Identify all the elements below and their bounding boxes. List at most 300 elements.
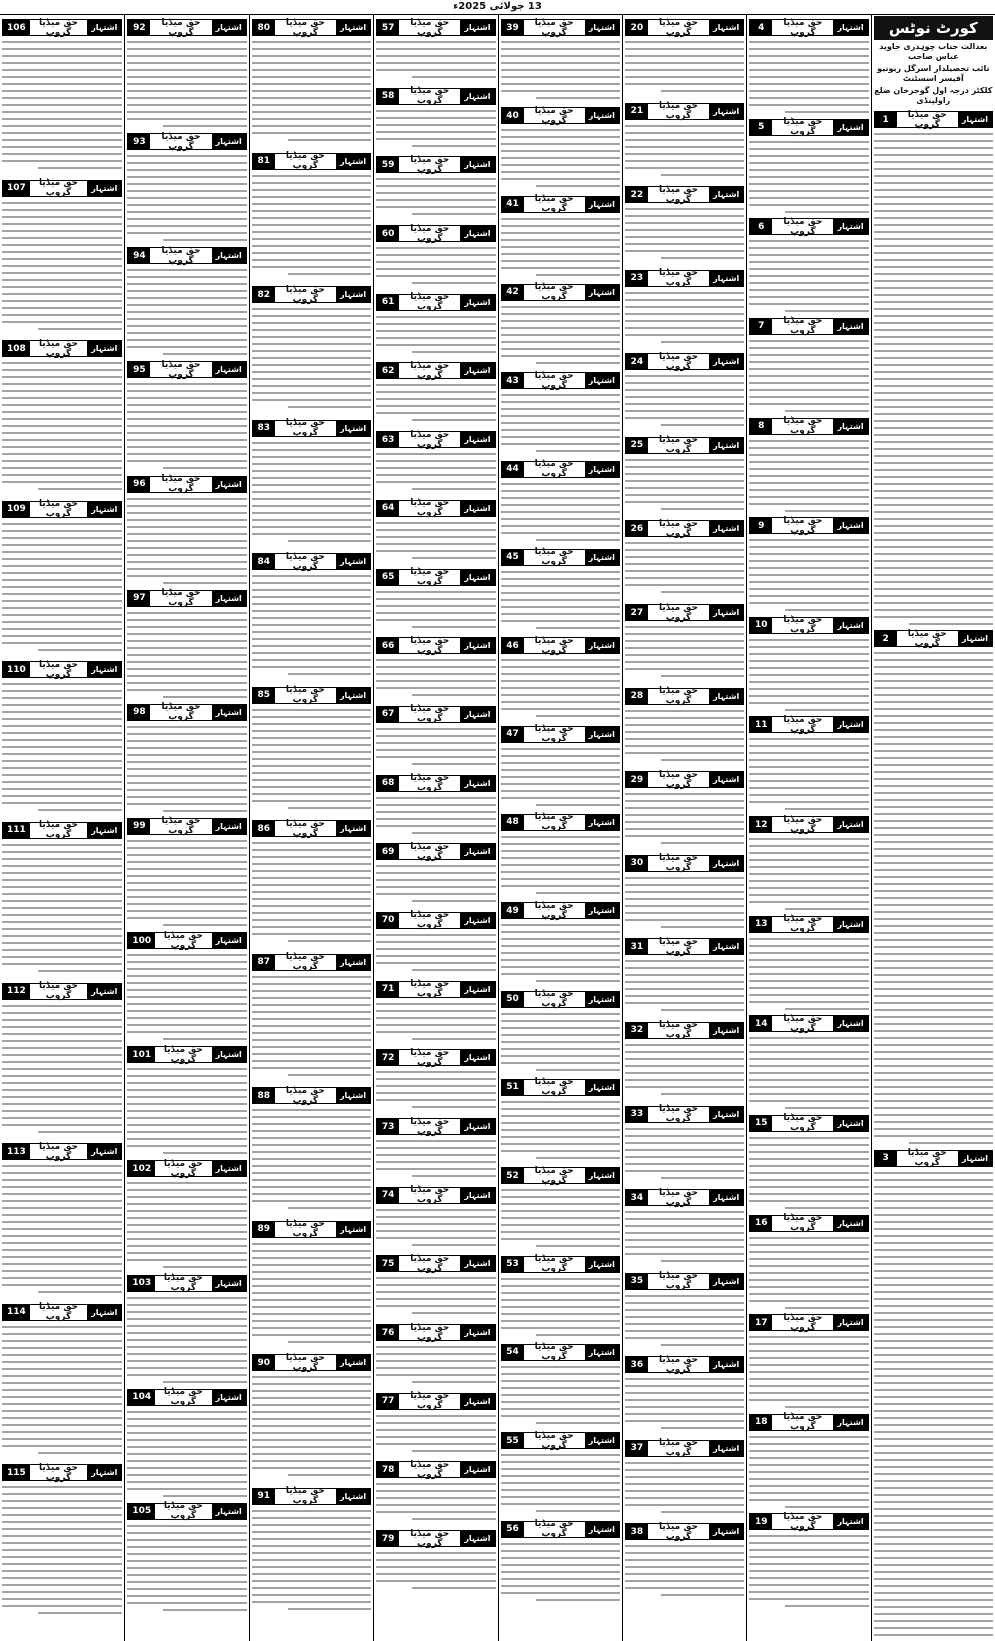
text-line: [874, 799, 993, 801]
text-line: [625, 835, 744, 837]
text-line: [127, 803, 246, 805]
text-line: [874, 175, 993, 177]
text-line: [376, 110, 495, 112]
notice-label: اشتہار: [212, 1390, 246, 1405]
notice-body-text: [625, 41, 744, 92]
text-line: [38, 167, 122, 169]
text-line: [874, 1079, 993, 1081]
notice-block: [127, 358, 246, 472]
text-line: [625, 905, 744, 907]
text-line: [749, 1570, 868, 1572]
text-line: [376, 1559, 495, 1561]
text-line: [376, 612, 495, 614]
text-line: [252, 976, 371, 978]
notice-title: حق میڈیا گروپ: [783, 1213, 823, 1233]
text-line: [252, 652, 371, 654]
text-line: [2, 1396, 122, 1398]
text-line: [376, 522, 495, 524]
text-line: [749, 90, 868, 92]
text-line: [376, 1552, 495, 1554]
notice-number: 31: [626, 939, 648, 954]
text-line: [412, 1312, 496, 1314]
text-line: [2, 390, 122, 392]
text-line: [749, 1172, 868, 1174]
notice-header: [2, 983, 122, 1000]
notice-number: 32: [626, 1023, 648, 1038]
notice-number: 25: [626, 438, 648, 453]
text-line: [874, 1193, 993, 1195]
text-line: [749, 389, 868, 391]
text-line: [874, 532, 993, 534]
text-line: [536, 1069, 620, 1071]
text-line: [501, 1564, 620, 1566]
text-line: [874, 490, 993, 492]
text-line: [874, 1172, 993, 1174]
text-line: [127, 1003, 246, 1005]
notice-block: [501, 369, 620, 457]
notice-body-text: [376, 1483, 495, 1520]
text-line: [874, 1030, 993, 1032]
text-line: [252, 779, 371, 781]
text-line: [501, 232, 620, 234]
text-line: [501, 83, 620, 85]
text-line: [2, 746, 122, 748]
notice-number: 4: [750, 20, 772, 35]
text-line: [501, 973, 620, 975]
notice-header: [749, 1414, 868, 1431]
text-line: [2, 244, 122, 246]
text-line: [376, 536, 495, 538]
notice-body-text: [749, 141, 868, 213]
notice-body-text: [252, 1243, 371, 1343]
text-line: [2, 1403, 122, 1405]
text-line: [749, 1556, 868, 1558]
notice-header: [252, 553, 371, 570]
notice-number: 72: [377, 1050, 399, 1065]
text-line: [2, 1270, 122, 1272]
text-line: [2, 1507, 122, 1509]
notice-number: 45: [502, 550, 524, 565]
text-line: [252, 1531, 371, 1533]
text-line: [501, 762, 620, 764]
text-line: [376, 872, 495, 874]
notice-block: [625, 768, 744, 852]
notice-body-text: [749, 1237, 868, 1309]
text-line: [874, 1107, 993, 1109]
text-line: [127, 162, 246, 164]
text-line: [288, 673, 372, 675]
notice-body-text: [749, 41, 868, 113]
text-line: [376, 1237, 495, 1239]
notice-label: اشتہار: [833, 20, 867, 35]
notice-title: حق میڈیا گروپ: [659, 686, 698, 707]
text-line: [127, 425, 246, 427]
text-line: [874, 673, 993, 675]
text-line: [749, 197, 868, 199]
notice-block: [127, 701, 246, 815]
notice-label: اشتہار: [833, 1514, 867, 1529]
text-line: [625, 995, 744, 997]
text-line: [874, 182, 993, 184]
text-line: [625, 1462, 744, 1464]
notice-block: [501, 458, 620, 546]
text-line: [252, 519, 371, 521]
notice-body-text: [625, 626, 744, 677]
text-line: [127, 796, 246, 798]
notice-header: [501, 1167, 620, 1184]
text-line: [501, 850, 620, 852]
text-line: [127, 1360, 246, 1362]
text-line: [127, 1224, 246, 1226]
text-line: [625, 821, 744, 823]
text-line: [127, 1332, 246, 1334]
text-line: [625, 731, 744, 733]
notice-block: [625, 1437, 744, 1521]
notice-number: 42: [502, 285, 524, 300]
text-line: [501, 1292, 620, 1294]
text-line: [501, 415, 620, 417]
notice-body-text: [2, 1005, 122, 1133]
text-line: [376, 666, 495, 668]
text-line: [127, 432, 246, 434]
notice-number: 22: [626, 187, 648, 202]
text-line: [625, 389, 744, 391]
text-line: [127, 339, 246, 341]
text-line: [2, 1438, 122, 1440]
text-line: [127, 775, 246, 777]
text-line: [127, 868, 246, 870]
text-line: [874, 273, 993, 275]
text-line: [749, 454, 868, 456]
text-line: [2, 1500, 122, 1502]
text-line: [749, 176, 868, 178]
text-line: [127, 460, 246, 462]
text-line: [501, 1320, 620, 1322]
text-line: [252, 1334, 371, 1336]
text-line: [501, 129, 620, 131]
notice-block: [625, 1103, 744, 1187]
notice-block: [2, 980, 122, 1141]
notice-header: [376, 1118, 495, 1135]
text-line: [127, 176, 246, 178]
notice-label: اشتہار: [585, 638, 619, 653]
text-line: [2, 593, 122, 595]
text-line: [785, 1605, 869, 1607]
text-line: [38, 328, 122, 330]
text-line: [412, 557, 496, 559]
text-line: [376, 1353, 495, 1355]
text-line: [127, 204, 246, 206]
text-line: [376, 474, 495, 476]
text-line: [625, 1302, 744, 1304]
text-line: [252, 1060, 371, 1062]
text-line: [625, 132, 744, 134]
notice-header: [749, 1115, 868, 1132]
text-line: [412, 1244, 496, 1246]
text-line: [252, 266, 371, 268]
text-line: [163, 1266, 247, 1268]
text-line: [127, 269, 246, 271]
text-line: [501, 1013, 620, 1015]
text-line: [749, 375, 868, 377]
text-line: [501, 769, 620, 771]
notice-number: 55: [502, 1433, 524, 1448]
text-line: [252, 1067, 371, 1069]
text-line: [625, 556, 744, 558]
text-line: [252, 1018, 371, 1020]
text-line: [2, 1117, 122, 1119]
notice-label: اشتہار: [460, 844, 494, 859]
text-line: [252, 589, 371, 591]
text-line: [874, 1564, 993, 1566]
text-line: [874, 1186, 993, 1188]
notice-body-text: [252, 1109, 371, 1209]
text-line: [38, 1131, 122, 1133]
text-line: [874, 1284, 993, 1286]
text-line: [749, 780, 868, 782]
notice-number: 18: [750, 1415, 772, 1430]
text-line: [376, 199, 495, 201]
text-line: [376, 117, 495, 119]
text-line: [252, 505, 371, 507]
text-line: [376, 1490, 495, 1492]
notice-title: حق میڈیا گروپ: [659, 101, 698, 122]
text-line: [874, 483, 993, 485]
text-line: [252, 1538, 371, 1540]
notice-title: حق میڈیا گروپ: [410, 17, 450, 38]
text-line: [2, 1417, 122, 1419]
text-line: [252, 1327, 371, 1329]
notice-number: 75: [377, 1256, 399, 1271]
text-line: [2, 1605, 122, 1607]
text-line: [749, 1237, 868, 1239]
text-line: [127, 1189, 246, 1191]
text-line: [501, 327, 620, 329]
notice-header: [252, 820, 371, 837]
text-line: [2, 1493, 122, 1495]
text-line: [127, 875, 246, 877]
text-line: [2, 711, 122, 713]
text-line: [376, 886, 495, 888]
notice-label: اشتہار: [585, 1080, 619, 1095]
notice-header: [501, 549, 620, 566]
notice-block: [376, 840, 495, 909]
notice-body-text: [625, 1211, 744, 1262]
court-subhead: کلکٹر درجہ اول گوجرخان ضلع راولپنڈی: [874, 86, 993, 105]
text-line: [376, 742, 495, 744]
text-line: [874, 1487, 993, 1489]
notice-title: حق میڈیا گروپ: [285, 17, 325, 38]
column-6: [249, 15, 373, 1641]
text-line: [2, 216, 122, 218]
notice-label: اشتہار: [709, 104, 743, 119]
notice-number: 69: [377, 844, 399, 859]
text-line: [749, 1457, 868, 1459]
text-line: [501, 313, 620, 315]
text-line: [749, 1399, 868, 1401]
text-line: [252, 596, 371, 598]
text-line: [625, 1002, 744, 1004]
text-line: [625, 549, 744, 551]
text-line: [2, 774, 122, 776]
notice-header: [749, 19, 868, 36]
notice-label: اشتہار: [87, 20, 121, 35]
text-line: [127, 1238, 246, 1240]
notice-label: اشتہار: [460, 1256, 494, 1271]
text-line: [127, 41, 246, 43]
text-line: [2, 1347, 122, 1349]
text-line: [163, 1152, 247, 1154]
text-line: [38, 488, 122, 490]
text-line: [2, 530, 122, 532]
text-line: [252, 1559, 371, 1561]
text-line: [163, 125, 247, 127]
text-line: [252, 1411, 371, 1413]
text-line: [501, 306, 620, 308]
notice-header: [625, 938, 744, 955]
notice-body-text: [749, 838, 868, 910]
text-line: [127, 383, 246, 385]
notice-block: [501, 811, 620, 899]
text-line: [2, 1033, 122, 1035]
text-line: [501, 1299, 620, 1301]
text-line: [501, 267, 620, 269]
text-line: [252, 1566, 371, 1568]
text-line: [127, 332, 246, 334]
notice-header: [749, 816, 868, 833]
text-line: [2, 739, 122, 741]
text-line: [127, 954, 246, 956]
text-line: [501, 157, 620, 159]
notice-number: 41: [502, 197, 524, 212]
text-line: [2, 1242, 122, 1244]
text-line: [2, 963, 122, 965]
notice-header: [749, 418, 868, 435]
text-line: [376, 1140, 495, 1142]
notice-block: [252, 1485, 371, 1619]
text-line: [874, 1319, 993, 1321]
text-line: [749, 574, 868, 576]
text-line: [625, 494, 744, 496]
notice-label: اشتہار: [212, 134, 246, 149]
text-line: [785, 1307, 869, 1309]
notice-label: اشتہار: [833, 1415, 867, 1430]
text-line: [501, 504, 620, 506]
text-line: [874, 280, 993, 282]
notice-body-text: [252, 1510, 371, 1610]
text-line: [749, 1443, 868, 1445]
text-line: [874, 701, 993, 703]
notice-label: اشتہار: [709, 1524, 743, 1539]
notice-body-text: [127, 1525, 246, 1611]
notice-title: حق میڈیا گروپ: [783, 1113, 823, 1134]
text-line: [2, 237, 122, 239]
notice-label: اشتہار: [336, 554, 370, 569]
text-line: [376, 178, 495, 180]
text-line: [874, 1037, 993, 1039]
text-line: [874, 266, 993, 268]
text-line: [127, 1574, 246, 1576]
text-line: [874, 1452, 993, 1454]
text-line: [2, 481, 122, 483]
notice-title: حق میڈیا گروپ: [161, 131, 201, 152]
text-line: [252, 1200, 371, 1202]
text-line: [625, 633, 744, 635]
text-line: [625, 1580, 744, 1582]
text-line: [625, 1225, 744, 1227]
text-line: [127, 1124, 246, 1126]
notice-label: اشتہار: [709, 939, 743, 954]
notice-number: 43: [502, 373, 524, 388]
text-line: [2, 383, 122, 385]
text-line: [501, 341, 620, 343]
text-line: [625, 1072, 744, 1074]
text-line: [376, 1223, 495, 1225]
text-line: [2, 1361, 122, 1363]
text-line: [412, 763, 496, 765]
text-line: [252, 1144, 371, 1146]
text-line: [749, 866, 868, 868]
notice-label: اشتہار: [709, 521, 743, 536]
text-line: [749, 745, 868, 747]
text-line: [749, 952, 868, 954]
notice-number: 86: [253, 821, 275, 836]
notice-number: 80: [253, 20, 275, 35]
text-line: [625, 125, 744, 127]
text-line: [376, 1161, 495, 1163]
text-line: [127, 619, 246, 621]
columns-container: [0, 15, 995, 1641]
text-line: [874, 364, 993, 366]
text-line: [127, 283, 246, 285]
text-line: [874, 1270, 993, 1272]
notice-number: 28: [626, 689, 648, 704]
text-line: [874, 1536, 993, 1538]
notice-block: [501, 1253, 620, 1341]
text-line: [412, 1450, 496, 1452]
text-line: [252, 1601, 371, 1603]
text-line: [252, 449, 371, 451]
text-line: [536, 804, 620, 806]
text-line: [874, 1571, 993, 1573]
text-line: [252, 926, 371, 928]
text-line: [749, 901, 868, 903]
text-line: [625, 974, 744, 976]
text-line: [376, 1284, 495, 1286]
text-line: [127, 654, 246, 656]
text-line: [252, 189, 371, 191]
text-line: [501, 966, 620, 968]
text-line: [749, 1385, 868, 1387]
text-line: [2, 202, 122, 204]
text-line: [749, 1086, 868, 1088]
text-line: [749, 141, 868, 143]
text-line: [376, 680, 495, 682]
notice-body-text: [252, 175, 371, 275]
text-line: [252, 758, 371, 760]
notice-title: حق میڈیا گروپ: [410, 86, 450, 107]
text-line: [749, 873, 868, 875]
notice-header: [376, 775, 495, 792]
notice-block: [127, 130, 246, 244]
notice-label: اشتہار: [833, 618, 867, 633]
text-line: [501, 1557, 620, 1559]
notice-header: [376, 706, 495, 723]
notice-number: 102: [128, 1161, 155, 1176]
text-line: [2, 474, 122, 476]
text-line: [625, 710, 744, 712]
notice-header: [127, 932, 246, 949]
